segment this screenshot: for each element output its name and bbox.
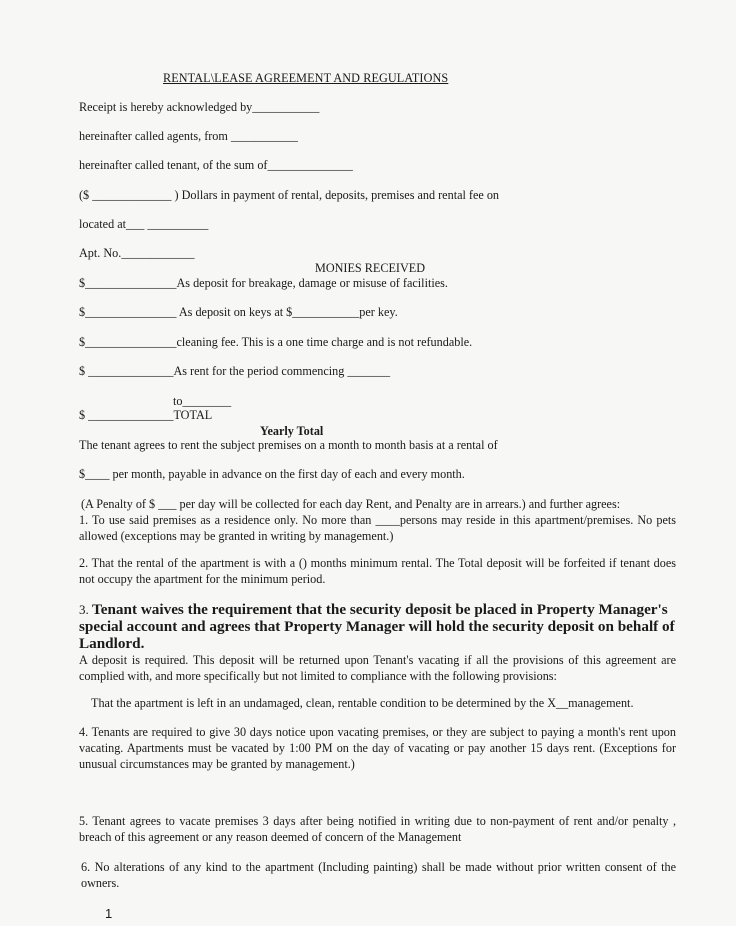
yearly-total-heading: Yearly Total <box>260 424 324 438</box>
month-basis-line: The tenant agrees to rent the subject premises on a month to month basis at a rental of <box>79 438 498 452</box>
agents-line: hereinafter called agents, from ___________ <box>79 129 298 143</box>
dollars-line: ($ _____________ ) Dollars in payment of rental, deposits, premises and rental fee on <box>79 188 500 202</box>
item-3-number: 3. <box>79 602 92 617</box>
item-3-text: A deposit is required. This deposit will be returned upon Tenant's vacating if all the provisions of this agreement are complied with, and more specifically but not limited to compliance with the following provisions: <box>79 653 676 683</box>
document-title: RENTAL\LEASE AGREEMENT AND REGULATIONS <box>163 71 449 85</box>
to-line: to________ <box>173 394 232 408</box>
per-month-line: $____ per month, payable in advance on the first day of each and every month. <box>79 467 465 481</box>
monies-heading: MONIES RECEIVED <box>314 261 426 275</box>
item-5: 5. Tenant agrees to vacate premises 3 days after being notified in writing due to non-payment of rent and/or penalty , breach of this agreement or any reason deemed of concern of the Management <box>79 814 676 844</box>
cleaning-fee-line: $_______________cleaning fee. This is a one time charge and is not refundable. <box>79 335 473 349</box>
apt-line: Apt. No.____________ <box>79 246 195 260</box>
penalty-line: (A Penalty of $ ___ per day will be collected for each day Rent, and Penalty are in arrears.) and further agrees: <box>81 497 621 511</box>
item-3-bold-text: Tenant waives the requirement that the security deposit be placed in Property Manager's special account and agrees that Property Manager will hold the security deposit on behalf of Landlord. <box>79 601 675 652</box>
tenant-line: hereinafter called tenant, of the sum of______________ <box>79 158 353 172</box>
item-1: 1. To use said premises as a residence only. No more than ____persons may reside in this apartment/premises. No pets allowed (exceptions may be granted in writing by management.) <box>79 513 676 543</box>
rent-period-line: $ ______________As rent for the period commencing _______ <box>79 364 391 378</box>
receipt-line: Receipt is hereby acknowledged by___________ <box>79 100 320 114</box>
keys-deposit-line: $_______________ As deposit on keys at $___________per key. <box>79 305 398 319</box>
item-4: 4. Tenants are required to give 30 days notice upon vacating premises, or they are subject to paying a month's rent upon vacating. Apartments must be vacated by 1:00 PM on the day of vacating or pay another 15 days rent. (Exceptions for unusual circumstances may be granted by management.) <box>79 725 676 771</box>
page-number: 1 <box>105 906 113 921</box>
item-3-heading <box>79 601 676 652</box>
item-6: 6. No alterations of any kind to the apartment (Including painting) shall be made without prior written consent of the owners. <box>81 860 676 890</box>
total-line: $ ______________TOTAL <box>79 408 213 422</box>
breakage-deposit-line: $_______________As deposit for breakage, damage or misuse of facilities. <box>79 276 448 290</box>
located-line: located at___ __________ <box>79 217 209 231</box>
item-2: 2. That the rental of the apartment is with a () months minimum rental. The Total deposit will be forfeited if tenant does not occupy the apartment for the minimum period. <box>79 556 676 586</box>
condition-line: That the apartment is left in an undamaged, clean, rentable condition to be determined by the X__management. <box>91 696 634 710</box>
